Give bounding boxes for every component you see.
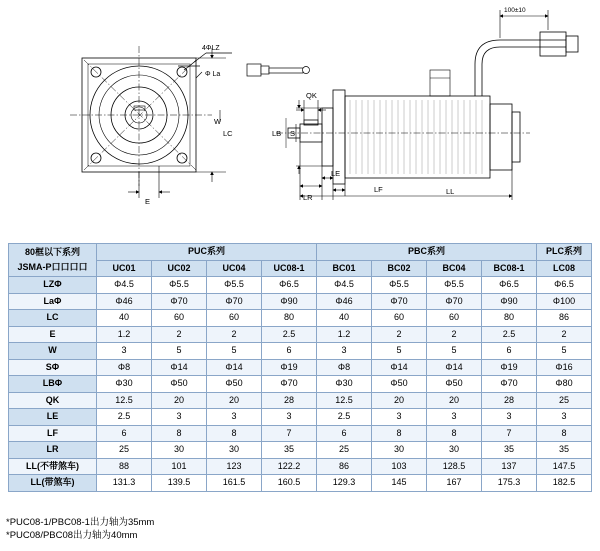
- cell: 2.5: [482, 326, 537, 343]
- cell: 103: [372, 458, 427, 475]
- cell: 8: [372, 425, 427, 442]
- cable-assembly: [475, 32, 578, 96]
- cell: 6: [97, 425, 152, 442]
- cell: 122.2: [262, 458, 317, 475]
- row-label: LL(带煞车): [9, 475, 97, 492]
- cell: 6: [262, 343, 317, 360]
- cell: Φ4.5: [317, 277, 372, 294]
- cell: Φ70: [372, 293, 427, 310]
- cell: 60: [427, 310, 482, 327]
- cell: 6: [482, 343, 537, 360]
- cell: Φ70: [207, 293, 262, 310]
- model-header-uc02: UC02: [152, 260, 207, 277]
- group-header-plc: PLC系列: [537, 244, 592, 261]
- cell: Φ100: [537, 293, 592, 310]
- cell: 28: [262, 392, 317, 409]
- cell: 8: [152, 425, 207, 442]
- cell: 30: [427, 442, 482, 459]
- cell: 3: [482, 409, 537, 426]
- cell: 12.5: [317, 392, 372, 409]
- cell: 28: [482, 392, 537, 409]
- cell: 80: [482, 310, 537, 327]
- table-row: [9, 293, 592, 310]
- cell: 2: [372, 326, 427, 343]
- cell: Φ14: [427, 359, 482, 376]
- cell: Φ6.5: [262, 277, 317, 294]
- cell: 167: [427, 475, 482, 492]
- cell: 5: [427, 343, 482, 360]
- cell: Φ70: [152, 293, 207, 310]
- cell: 5: [537, 343, 592, 360]
- cell: 60: [152, 310, 207, 327]
- cell: 35: [482, 442, 537, 459]
- cell: 8: [207, 425, 262, 442]
- cell: 60: [207, 310, 262, 327]
- dim-LR-label: LR: [303, 193, 313, 202]
- cell: 129.3: [317, 475, 372, 492]
- front-view-centerlines: [70, 46, 212, 186]
- group-header-pbc: PBC系列: [317, 244, 537, 261]
- table-corner-label: [9, 244, 97, 277]
- row-label: E: [9, 326, 97, 343]
- cell: Φ6.5: [482, 277, 537, 294]
- dim-cable-label: 100±10: [504, 7, 526, 14]
- model-header-uc04: UC04: [207, 260, 262, 277]
- cell: Φ80: [537, 376, 592, 393]
- cell: 30: [207, 442, 262, 459]
- cell: Φ30: [97, 376, 152, 393]
- row-label: LR: [9, 442, 97, 459]
- footnotes: [6, 516, 154, 542]
- cell: 2.5: [317, 409, 372, 426]
- dim-W-label: W: [214, 117, 222, 126]
- dim-LF-label: LF: [374, 185, 383, 194]
- cell: 3: [317, 343, 372, 360]
- cell: 3: [97, 343, 152, 360]
- cell: Φ50: [207, 376, 262, 393]
- cell: 60: [372, 310, 427, 327]
- cell: Φ30: [317, 376, 372, 393]
- cell: 80: [262, 310, 317, 327]
- cell: Φ19: [262, 359, 317, 376]
- cell: 3: [207, 409, 262, 426]
- cell: Φ14: [372, 359, 427, 376]
- cell: 20: [372, 392, 427, 409]
- row-label: LBΦ: [9, 376, 97, 393]
- cell: Φ46: [317, 293, 372, 310]
- model-header-bc04: BC04: [427, 260, 482, 277]
- group-header-puc: PUC系列: [97, 244, 317, 261]
- cell: 131.3: [97, 475, 152, 492]
- row-label: LC: [9, 310, 97, 327]
- cell: Φ8: [97, 359, 152, 376]
- cell: 6: [317, 425, 372, 442]
- spec-table: [8, 243, 592, 492]
- cell: 3: [537, 409, 592, 426]
- model-header-bc08-1: BC08-1: [482, 260, 537, 277]
- model-header-bc02: BC02: [372, 260, 427, 277]
- table-row: [9, 409, 592, 426]
- cell: 20: [207, 392, 262, 409]
- side-view-details: [430, 70, 450, 96]
- cell: 3: [372, 409, 427, 426]
- cell: 1.2: [97, 326, 152, 343]
- cell: Φ16: [537, 359, 592, 376]
- cell: 2.5: [97, 409, 152, 426]
- cell: 8: [427, 425, 482, 442]
- model-header-uc01: UC01: [97, 260, 152, 277]
- row-label: LF: [9, 425, 97, 442]
- cell: 139.5: [152, 475, 207, 492]
- table-row: [9, 442, 592, 459]
- cell: 2: [152, 326, 207, 343]
- cell: 5: [207, 343, 262, 360]
- cell: 5: [152, 343, 207, 360]
- table-row: [9, 376, 592, 393]
- table-row: [9, 277, 592, 294]
- cell: Φ5.5: [152, 277, 207, 294]
- hole-callout-1-label: 4ΦLZ: [202, 45, 220, 52]
- dim-cable: [500, 10, 548, 38]
- cell: 86: [537, 310, 592, 327]
- cell: Φ50: [372, 376, 427, 393]
- cell: 2: [537, 326, 592, 343]
- cell: 175.3: [482, 475, 537, 492]
- cell: 12.5: [97, 392, 152, 409]
- cell: Φ4.5: [97, 277, 152, 294]
- cell: Φ5.5: [207, 277, 262, 294]
- cell: 3: [427, 409, 482, 426]
- table-row: [9, 392, 592, 409]
- cell: Φ70: [482, 376, 537, 393]
- cell: 3: [262, 409, 317, 426]
- spec-table-container: [8, 243, 592, 492]
- table-row: [9, 475, 592, 492]
- dim-LC-label: LC: [223, 129, 233, 138]
- model-header-lc08: LC08: [537, 260, 592, 277]
- cell: 5: [372, 343, 427, 360]
- front-connector-stub: [247, 64, 310, 76]
- footnote-2: *PUC08/PBC08出力轴为40mm: [6, 530, 138, 541]
- cell: 25: [97, 442, 152, 459]
- table-row: [9, 458, 592, 475]
- row-label: LZΦ: [9, 277, 97, 294]
- corner-label-line1: 80框以下系列: [24, 246, 80, 257]
- dim-S-label: S: [290, 129, 296, 138]
- dim-QK-label: QK: [306, 91, 317, 100]
- cell: Φ46: [97, 293, 152, 310]
- table-row: [9, 326, 592, 343]
- drawing-svg: [0, 0, 600, 240]
- cell: Φ50: [152, 376, 207, 393]
- table-row: [9, 359, 592, 376]
- cell: 40: [97, 310, 152, 327]
- cell: 137: [482, 458, 537, 475]
- row-label: W: [9, 343, 97, 360]
- cell: 3: [152, 409, 207, 426]
- table-body: [9, 277, 592, 492]
- cell: 25: [317, 442, 372, 459]
- cell: Φ19: [482, 359, 537, 376]
- cell: 128.5: [427, 458, 482, 475]
- cell: 20: [427, 392, 482, 409]
- cell: 86: [317, 458, 372, 475]
- cell: 2: [427, 326, 482, 343]
- cell: 123: [207, 458, 262, 475]
- hole-callout-leader: [178, 53, 232, 70]
- cell: Φ14: [152, 359, 207, 376]
- dim-LE-label: LE: [331, 169, 341, 178]
- cell: Φ8: [317, 359, 372, 376]
- dim-E-label: E: [145, 197, 151, 206]
- cell: 35: [537, 442, 592, 459]
- row-label: QK: [9, 392, 97, 409]
- cell: 7: [262, 425, 317, 442]
- table-row: [9, 310, 592, 327]
- cell: Φ90: [482, 293, 537, 310]
- cell: Φ14: [207, 359, 262, 376]
- cell: 20: [152, 392, 207, 409]
- row-label: SΦ: [9, 359, 97, 376]
- row-label: LE: [9, 409, 97, 426]
- side-view: [288, 90, 520, 184]
- hole-callout-2-label: Φ La: [205, 71, 221, 78]
- cell: Φ90: [262, 293, 317, 310]
- footnote-1: *PUC08-1/PBC08-1出力轴为35mm: [6, 517, 155, 528]
- table-group-header-row: [9, 244, 592, 261]
- cell: Φ50: [427, 376, 482, 393]
- cell: 182.5: [537, 475, 592, 492]
- technical-drawing: [0, 0, 600, 240]
- dim-LB-label: LB: [272, 129, 282, 138]
- cell: 30: [152, 442, 207, 459]
- cell: 30: [372, 442, 427, 459]
- model-header-uc08-1: UC08-1: [262, 260, 317, 277]
- table-row: [9, 343, 592, 360]
- table-row: [9, 425, 592, 442]
- cell: 88: [97, 458, 152, 475]
- dim-E: [128, 166, 170, 198]
- cell: 147.5: [537, 458, 592, 475]
- dim-QK: [296, 100, 326, 120]
- cell: 35: [262, 442, 317, 459]
- cell: 2.5: [262, 326, 317, 343]
- cell: 101: [152, 458, 207, 475]
- cell: 8: [537, 425, 592, 442]
- row-label: LL(不带煞车): [9, 458, 97, 475]
- cell: Φ6.5: [537, 277, 592, 294]
- dim-LL-label: LL: [446, 187, 455, 196]
- cell: 25: [537, 392, 592, 409]
- cell: 40: [317, 310, 372, 327]
- cell: 161.5: [207, 475, 262, 492]
- model-header-bc01: BC01: [317, 260, 372, 277]
- table-model-header-row: [9, 260, 592, 277]
- corner-label-line2: JSMA-P口口口口: [17, 262, 88, 272]
- cell: 2: [207, 326, 262, 343]
- row-label: LaΦ: [9, 293, 97, 310]
- cell: 1.2: [317, 326, 372, 343]
- cell: Φ5.5: [427, 277, 482, 294]
- cell: 145: [372, 475, 427, 492]
- cell: 7: [482, 425, 537, 442]
- cell: Φ70: [262, 376, 317, 393]
- cell: Φ70: [427, 293, 482, 310]
- cell: 160.5: [262, 475, 317, 492]
- cell: Φ5.5: [372, 277, 427, 294]
